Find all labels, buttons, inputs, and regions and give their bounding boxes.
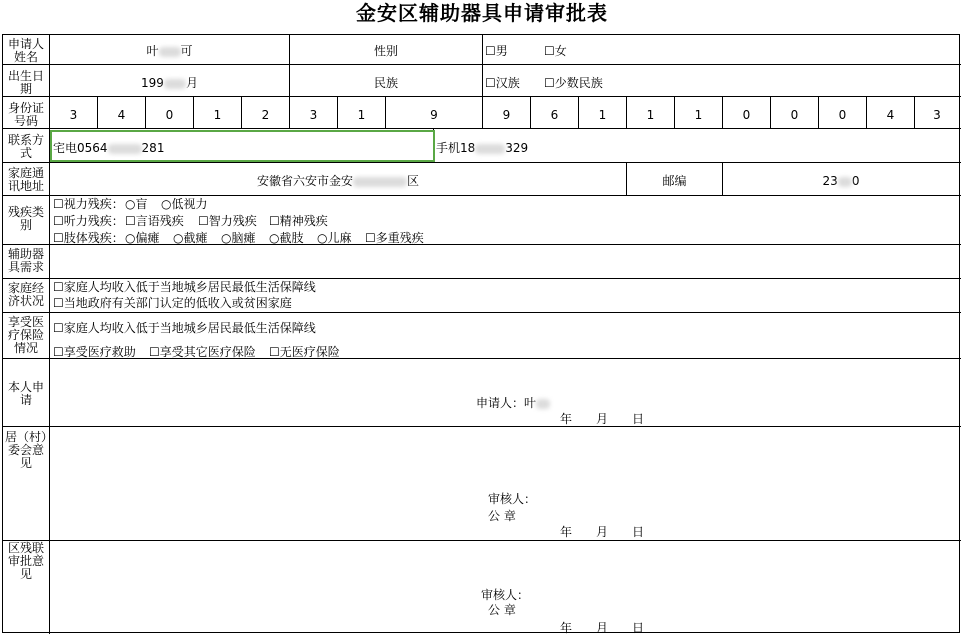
home-phone-suffix: 281 (141, 141, 165, 155)
id-digit[interactable]: 3 (933, 108, 941, 122)
id-digit[interactable]: 0 (165, 108, 174, 122)
name-suffix: 可 (180, 44, 193, 58)
low-income-family-checkbox[interactable]: ☐当地政府有关部门认定的低收入或贫困家庭 (53, 296, 292, 310)
committee-opinion-label: 居（村）委会意见 (4, 430, 47, 470)
postcode-label: 邮编 (662, 174, 687, 188)
id-digit[interactable]: 9 (502, 108, 511, 122)
id-digit[interactable]: 0 (790, 108, 799, 122)
id-digit[interactable]: 1 (357, 108, 366, 122)
home-phone-prefix: 宅电0564 (53, 141, 108, 155)
redacted-mark (475, 144, 505, 154)
row-divider (3, 195, 961, 196)
id-digit[interactable]: 4 (117, 108, 126, 122)
applicant-signature[interactable] (476, 396, 550, 410)
mobile-phone-suffix: 329 (505, 141, 529, 155)
multiple-disability-checkbox[interactable]: ☐多重残疾 (365, 231, 424, 245)
row-divider (3, 312, 961, 313)
federation-approval-label: 区残联审批意见 (7, 541, 44, 581)
ethnicity-minority-checkbox[interactable]: ☐少数民族 (544, 76, 603, 90)
id-digit[interactable]: 0 (742, 108, 751, 122)
ethnicity-label: 民族 (373, 76, 398, 90)
hemiplegia-radio[interactable]: ○偏瘫 (125, 231, 160, 245)
low-vision-radio[interactable]: ○低视力 (161, 197, 208, 211)
birth-suffix: 月 (185, 76, 198, 90)
address-prefix: 安徽省六安市金安 (256, 174, 353, 188)
contact-label: 联系方式 (7, 133, 44, 160)
name-prefix: 叶 (146, 44, 159, 58)
income-below-minimum-checkbox[interactable]: ☐家庭人均收入低于当地城乡居民最低生活保障线 (53, 280, 316, 294)
economic-status-label: 家庭经济状况 (7, 281, 44, 308)
address-value[interactable] (50, 174, 626, 188)
speech-disability-checkbox[interactable]: ☐言语残疾 (125, 214, 184, 228)
medical-aid-checkbox[interactable]: ☐享受医疗救助 (53, 345, 136, 359)
mental-disability-checkbox[interactable]: ☐精神残疾 (269, 214, 328, 228)
ethnicity-han-checkbox[interactable]: ☐汉族 (485, 76, 520, 90)
aid-needs-label: 辅助器具需求 (7, 247, 44, 274)
blind-radio[interactable]: ○盲 (125, 197, 148, 211)
row-divider (3, 540, 961, 541)
birth-prefix: 199 (141, 76, 164, 90)
label-column-divider (49, 35, 50, 634)
id-digit[interactable]: 1 (646, 108, 655, 122)
cerebral-palsy-radio[interactable]: ○脑瘫 (221, 231, 256, 245)
id-digit[interactable]: 4 (886, 108, 895, 122)
medical-income-below-checkbox[interactable]: ☐家庭人均收入低于当地城乡居民最低生活保障线 (53, 321, 316, 335)
birth-date-label: 出生日期 (7, 69, 44, 96)
gender-male-checkbox[interactable]: ☐男 (485, 44, 508, 58)
self-apply-label: 本人申请 (7, 380, 44, 407)
id-digit[interactable]: 3 (309, 108, 318, 122)
row-divider (3, 358, 961, 359)
applicant-name-label: 申请人姓名 (7, 37, 44, 64)
mobile-phone-value[interactable] (436, 141, 528, 155)
id-number-label: 身份证号码 (7, 101, 44, 128)
day-label: 日 (632, 525, 645, 539)
amputation-radio[interactable]: ○截肢 (269, 231, 304, 245)
application-form-table (2, 34, 960, 633)
row-divider (3, 278, 961, 279)
cell-divider (482, 35, 483, 96)
id-digit[interactable]: 6 (550, 108, 559, 122)
row-divider (3, 128, 961, 129)
no-insurance-checkbox[interactable]: ☐无医疗保险 (269, 345, 340, 359)
home-phone-value[interactable] (53, 141, 164, 155)
federation-seal-label: 公 章 (488, 603, 516, 617)
gender-label: 性别 (373, 44, 398, 58)
month-label: 月 (596, 412, 609, 426)
redacted-mark (838, 177, 852, 187)
id-digit[interactable]: 2 (261, 108, 270, 122)
row-divider (3, 426, 961, 427)
hearing-disability-checkbox[interactable]: ☐听力残疾： (53, 214, 124, 228)
limb-disability-checkbox[interactable]: ☐肢体残疾： (53, 231, 124, 245)
postcode-value[interactable] (723, 174, 959, 188)
address-label: 家庭通讯地址 (7, 166, 44, 193)
intellectual-disability-checkbox[interactable]: ☐智力残疾 (198, 214, 257, 228)
applicant-signature-prefix: 申请人：叶 (476, 396, 537, 410)
id-digit[interactable]: 0 (838, 108, 847, 122)
month-label: 月 (596, 525, 609, 539)
gender-female-checkbox[interactable]: ☐女 (544, 44, 567, 58)
other-insurance-checkbox[interactable]: ☐享受其它医疗保险 (149, 345, 256, 359)
mobile-phone-prefix: 手机18 (436, 141, 476, 155)
address-suffix: 区 (407, 174, 420, 188)
polio-radio[interactable]: ○儿麻 (317, 231, 352, 245)
id-digit[interactable]: 1 (213, 108, 222, 122)
redacted-mark (164, 79, 186, 89)
id-digit[interactable]: 9 (430, 108, 438, 122)
postcode-suffix: 0 (851, 174, 860, 188)
year-label: 年 (560, 621, 573, 635)
birth-date-value[interactable] (50, 76, 289, 90)
redacted-mark (353, 177, 407, 187)
id-digit[interactable]: 1 (598, 108, 607, 122)
year-label: 年 (560, 525, 573, 539)
year-label: 年 (560, 412, 573, 426)
redacted-mark (536, 399, 550, 409)
federation-reviewer-label: 审核人： (481, 588, 530, 602)
disability-type-label: 残疾类别 (7, 205, 44, 232)
month-label: 月 (596, 621, 609, 635)
id-digit[interactable]: 3 (69, 108, 78, 122)
postcode-prefix: 23 (822, 174, 838, 188)
committee-reviewer-label: 审核人： (488, 492, 537, 506)
row-divider (3, 162, 961, 163)
redacted-mark (159, 47, 181, 57)
id-digit[interactable]: 1 (694, 108, 703, 122)
vision-disability-checkbox[interactable]: ☐视力残疾： (53, 197, 124, 211)
committee-seal-label: 公 章 (488, 509, 516, 523)
form-title: 金安区辅助器具申请审批表 (356, 1, 608, 25)
applicant-name-value[interactable] (50, 44, 289, 58)
paraplegia-radio[interactable]: ○截瘫 (173, 231, 208, 245)
medical-insurance-label: 享受医疗保险情况 (7, 315, 44, 355)
redacted-mark (108, 144, 142, 154)
day-label: 日 (632, 412, 645, 426)
day-label: 日 (632, 621, 645, 635)
